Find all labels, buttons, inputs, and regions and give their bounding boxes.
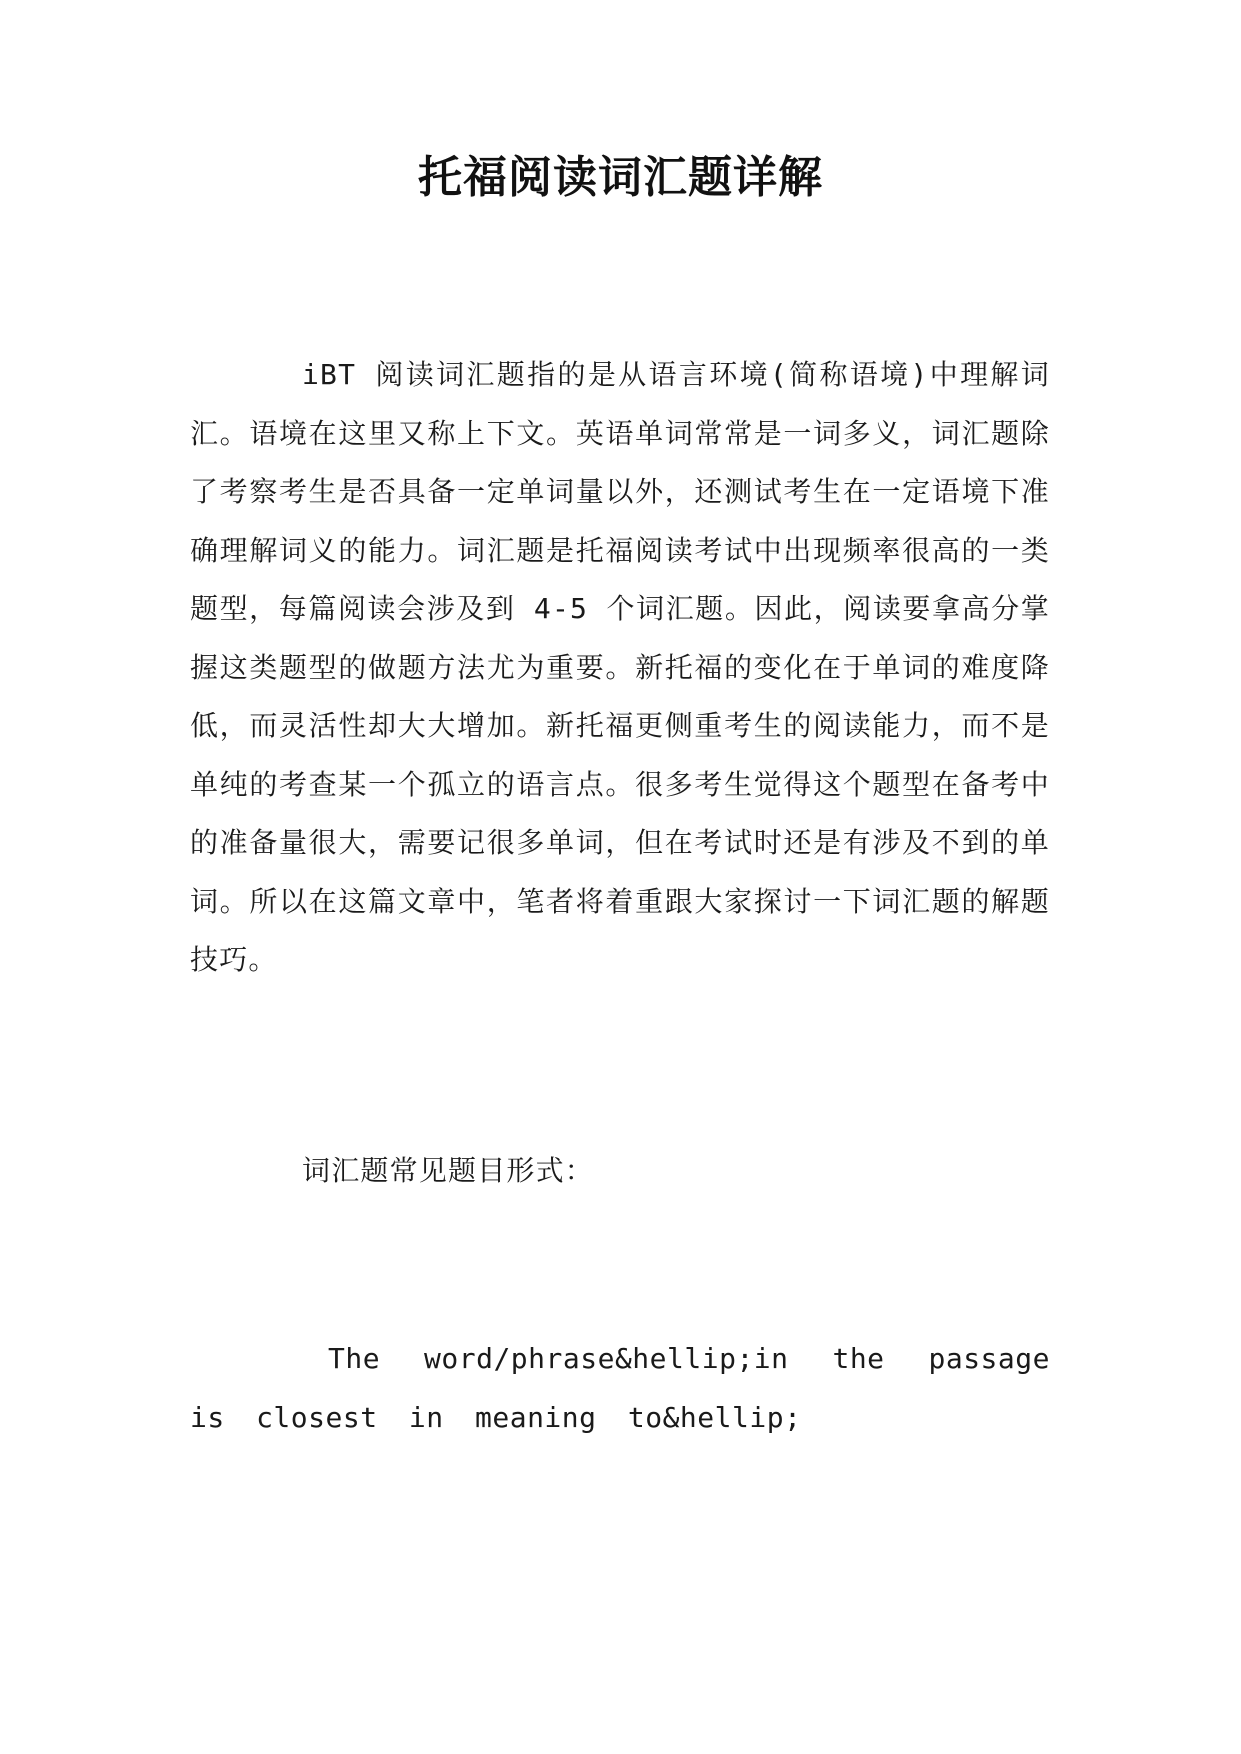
intro-paragraph: iBT 阅读词汇题指的是从语言环境(简称语境)中理解词汇。语境在这里又称上下文。英语单词常常是一词多义，词汇题除了考察考生是否具备一定单词量以外，还测试考生在一定语境下准确理解词义的能力。词汇题是托福阅读考试中出现频率很高的一类题型，每篇阅读会涉及到 4-5 个词汇题。因此，阅读要拿高分掌握这类题型的做题方法尤为重要。新托福的变化在于单词的难度降低，而灵活性却大大增加。新托福更侧重考生的阅读能力，而不是单纯的考查某一个孤立的语言点。很多考生觉得这个题型在备考中的准备量很大，需要记很多单词，但在考试时还是有涉及不到的单词。所以在这篇文章中，笔者将着重跟大家探讨一下词汇题的解题技巧。 — [190, 358, 1050, 976]
question-form-example: The word/phrase&hellip;in the passage is closest in meaning to&hellip; — [190, 1342, 1050, 1434]
document-title: 托福阅读词汇题详解 — [418, 152, 823, 203]
question-forms-heading: 词汇题常见题目形式： — [302, 1154, 595, 1187]
